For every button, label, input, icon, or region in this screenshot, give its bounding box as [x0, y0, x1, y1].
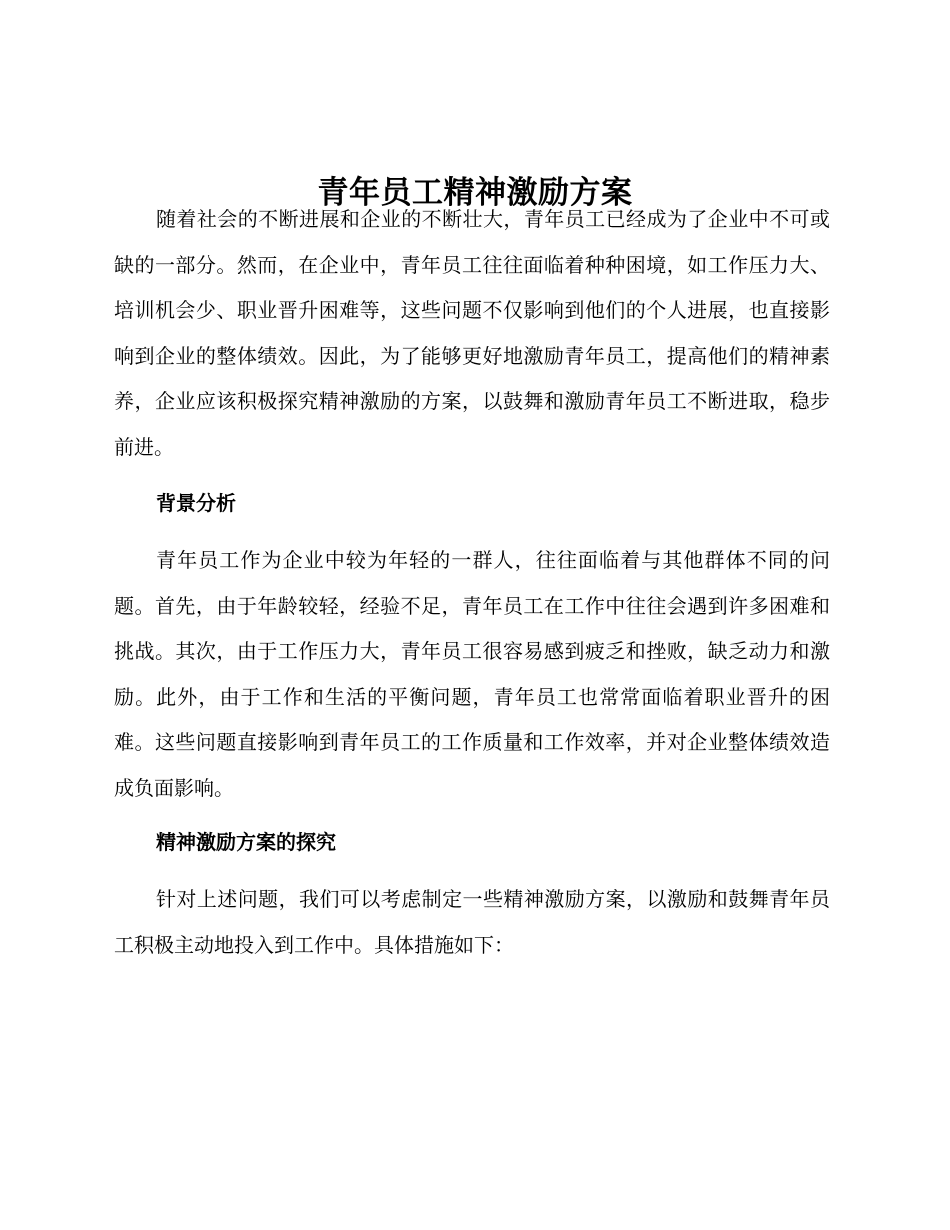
intro-paragraph: 随着社会的不断进展和企业的不断壮大，青年员工已经成为了企业中不可或缺的一部分。然而，在企业中，青年员工往往面临着种种困境，如工作压力大、培训机会少、职业晋升困难等，这些问题不仅影响到他们的个人进展，也直接影响到企业的整体绩效。因此，为了能够更好地激励青年员工，提高他们的精神素养，企业应该积极探究精神激励的方案，以鼓舞和激励青年员工不断进取，稳步前进。	[114, 207, 830, 459]
document-title: 青年员工精神激励方案	[317, 174, 633, 211]
section-paragraph-background: 青年员工作为企业中较为年轻的一群人，往往面临着与其他群体不同的问题。首先，由于年龄较轻，经验不足，青年员工在工作中往往会遇到许多困难和挑战。其次，由于工作压力大，青年员工很容易感到疲乏和挫败，缺乏动力和激励。此外，由于工作和生活的平衡问题，青年员工也常常面临着职业晋升的困难。这些问题直接影响到青年员工的工作质量和工作效率，并对企业整体绩效造成负面影响。	[114, 548, 830, 800]
section-heading-plan: 精神激励方案的探究	[156, 830, 336, 854]
section-heading-background: 背景分析	[156, 491, 236, 515]
section-paragraph-plan: 针对上述问题，我们可以考虑制定一些精神激励方案，以激励和鼓舞青年员工积极主动地投入到工作中。具体措施如下：	[114, 887, 830, 957]
